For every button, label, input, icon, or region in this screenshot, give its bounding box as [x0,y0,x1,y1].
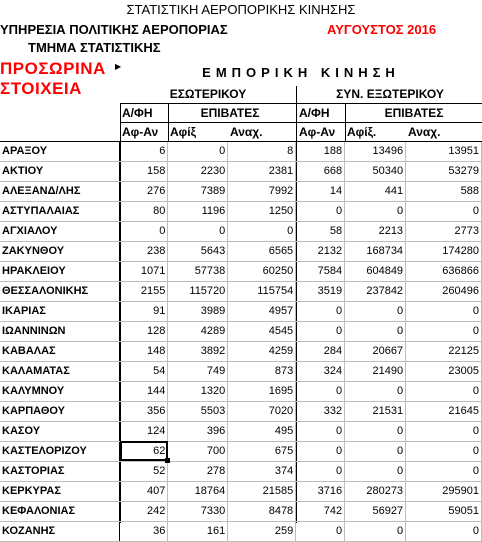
table-row [0,342,482,362]
intl-arrivals-cell[interactable]: 168734 [345,242,406,262]
intl-aircraft-cell[interactable]: 742 [296,502,345,522]
domestic-departures-cell[interactable]: 4545 [228,322,296,342]
domestic-arrivals-cell[interactable]: 396 [168,422,228,442]
domestic-departures-cell[interactable]: 0 [228,222,296,242]
intl-departures-cell[interactable]: 174280 [406,242,482,262]
domestic-departures-cell[interactable]: 2381 [228,162,296,182]
domestic-aircraft-cell[interactable]: 52 [120,462,168,482]
intl-departures-cell[interactable]: 13951 [406,142,482,162]
intl-aircraft-cell[interactable]: 284 [296,342,345,362]
table-row [0,142,482,162]
domestic-departures-cell[interactable]: 115754 [228,282,296,302]
domestic-departures-cell[interactable]: 6565 [228,242,296,262]
domestic-departures-cell[interactable]: 259 [228,522,296,542]
intl-arrivals-cell[interactable]: 0 [345,382,406,402]
domestic-passengers-header: ΕΠΙΒΑΤΕΣ [200,106,260,120]
intl-departures-cell[interactable]: 0 [406,522,482,542]
domestic-departures-cell[interactable]: 7992 [228,182,296,202]
domestic-aircraft-cell[interactable]: 91 [120,302,168,322]
airport-name-cell[interactable]: ΙΩΑΝΝΙΝΩΝ [0,322,120,342]
domestic-departures-cell[interactable]: 4259 [228,342,296,362]
intl-arrivals-cell[interactable]: 0 [345,522,406,542]
airport-name-cell[interactable]: ΘΕΣΣΑΛΟΝΙΚΗΣ [0,282,120,302]
intl-aircraft-cell[interactable]: 0 [296,322,345,342]
domestic-departures-cell[interactable]: 60250 [228,262,296,282]
airport-name-cell[interactable]: ΚΑΒΑΛΑΣ [0,342,120,362]
intl-aircraft-cell[interactable]: 0 [296,422,345,442]
table-row [0,162,482,182]
intl-departures-cell[interactable]: 23005 [406,362,482,382]
domestic-departures-cell[interactable]: 495 [228,422,296,442]
intl-aircraft-cell[interactable]: 332 [296,402,345,422]
intl-departures-cell[interactable]: 0 [406,422,482,442]
intl-arrivals-cell[interactable]: 0 [345,322,406,342]
intl-aircraft-cell[interactable]: 0 [296,382,345,402]
department-name: ΤΜΗΜΑ ΣΤΑΤΙΣΤΙΚΗΣ [28,40,161,55]
domestic-aircraft-cell[interactable]: 407 [120,482,168,502]
table-row [0,322,482,342]
intl-arrivals-cell[interactable]: 50340 [345,162,406,182]
intl-departures-cell[interactable]: 0 [406,322,482,342]
domestic-arrdep-header: Αφ-Αν [122,125,159,139]
column-divider [168,103,169,142]
intl-aircraft-cell[interactable]: 58 [296,222,345,242]
domestic-aircraft-cell[interactable]: 80 [120,202,168,222]
domestic-aircraft-cell[interactable]: 144 [120,382,168,402]
airport-name-cell[interactable]: ΚΑΣΤΟΡΙΑΣ [0,462,120,482]
airport-name-cell[interactable]: ΚΕΦΑΛΟΝΙΑΣ [0,502,120,522]
domestic-departures-cell[interactable]: 21585 [228,482,296,502]
intl-arrivals-header: Αφίξ. [347,125,377,139]
airport-name-cell[interactable]: ΚΑΛΑΜΑΤΑΣ [0,362,120,382]
airport-name-cell[interactable]: ΚΑΣΟΥ [0,422,120,442]
domestic-arrivals-cell[interactable]: 3989 [168,302,228,322]
domestic-departures-cell[interactable]: 1695 [228,382,296,402]
airport-name-cell[interactable]: ΑΛΕΞΑΝΔ/ΛΗΣ [0,182,120,202]
intl-arrivals-cell[interactable]: 0 [345,422,406,442]
airport-name-cell[interactable]: ΑΚΤΙΟΥ [0,162,120,182]
intl-aircraft-cell[interactable]: 324 [296,362,345,382]
domestic-departures-cell[interactable]: 873 [228,362,296,382]
intl-arrivals-cell[interactable]: 20667 [345,342,406,362]
domestic-departures-cell[interactable]: 8 [228,142,296,162]
intl-aircraft-cell[interactable]: 3519 [296,282,345,302]
report-title: ΣΤΑΤΙΣΤΙΚΗ ΑΕΡΟΠΟΡΙΚΗΣ ΚΙΝΗΣΗΣ [126,2,356,17]
table-row [0,202,482,222]
domestic-arrivals-cell[interactable]: 4289 [168,322,228,342]
comment-indicator-icon: ▶ [115,62,122,71]
table-row [0,502,482,522]
intl-departures-cell[interactable]: 260496 [406,282,482,302]
intl-arrivals-cell[interactable]: 0 [345,442,406,462]
airport-name-cell[interactable]: ΙΚΑΡΙΑΣ [0,302,120,322]
intl-departures-cell[interactable]: 0 [406,382,482,402]
intl-aircraft-cell[interactable]: 0 [296,302,345,322]
domestic-aircraft-cell[interactable]: 128 [120,322,168,342]
table-row [0,462,482,482]
intl-arrivals-cell[interactable]: 280273 [345,482,406,502]
selected-cell[interactable] [120,441,168,461]
table-row [0,302,482,322]
domestic-arrivals-cell[interactable]: 1196 [168,202,228,222]
intl-arrivals-cell[interactable]: 0 [345,302,406,322]
intl-departures-cell[interactable]: 588 [406,182,482,202]
airport-name-cell[interactable]: ΚΕΡΚΥΡΑΣ [0,482,120,502]
table-row [0,362,482,382]
intl-departures-cell[interactable]: 59051 [406,502,482,522]
domestic-aircraft-cell[interactable]: 124 [120,422,168,442]
intl-aircraft-cell[interactable]: 0 [296,442,345,462]
domestic-arrivals-cell[interactable]: 18764 [168,482,228,502]
intl-departures-cell[interactable]: 21645 [406,402,482,422]
fill-handle[interactable] [165,458,170,463]
table-row [0,222,482,242]
domestic-arrivals-cell[interactable]: 5503 [168,402,228,422]
intl-arrivals-cell[interactable]: 441 [345,182,406,202]
intl-departures-cell[interactable]: 0 [406,442,482,462]
domestic-arrivals-cell[interactable]: 0 [168,222,228,242]
domestic-aircraft-cell[interactable]: 1071 [120,262,168,282]
domestic-departures-cell[interactable]: 374 [228,462,296,482]
intl-departures-cell[interactable]: 53279 [406,162,482,182]
domestic-aircraft-cell[interactable]: 6 [120,142,168,162]
intl-passengers-header: ΕΠΙΒΑΤΕΣ [384,106,444,120]
table-row [0,402,482,422]
intl-aircraft-cell[interactable]: 3716 [296,482,345,502]
intl-arrivals-cell[interactable]: 0 [345,202,406,222]
intl-aircraft-cell[interactable]: 0 [296,202,345,222]
domestic-arrivals-cell[interactable]: 0 [168,142,228,162]
domestic-arrivals-cell[interactable]: 278 [168,462,228,482]
airport-name-cell[interactable]: ΚΟΖΑΝΗΣ [0,522,120,542]
table-row [0,282,482,302]
airport-name-cell[interactable]: ΚΑΣΤΕΛΟΡΙΖΟΥ [0,442,120,462]
intl-aircraft-cell[interactable]: 2132 [296,242,345,262]
domestic-arrivals-cell[interactable]: 5643 [168,242,228,262]
domestic-aircraft-header: Α/ΦΗ [122,106,153,120]
domestic-arrivals-cell[interactable]: 57738 [168,262,228,282]
domestic-departures-header: Αναχ. [230,125,263,139]
intl-arrivals-cell[interactable]: 237842 [345,282,406,302]
airport-name-cell[interactable]: ΚΑΛΥΜΝΟΥ [0,382,120,402]
domestic-aircraft-cell[interactable]: 356 [120,402,168,422]
domestic-aircraft-cell[interactable]: 148 [120,342,168,362]
table-row [0,442,482,462]
domestic-arrivals-cell[interactable]: 7330 [168,502,228,522]
table-row [0,182,482,202]
domestic-arrivals-cell[interactable]: 749 [168,362,228,382]
intl-aircraft-cell[interactable]: 7584 [296,262,345,282]
table-row [0,262,482,282]
header-divider [120,103,482,104]
domestic-arrivals-cell[interactable]: 161 [168,522,228,542]
airport-name-cell[interactable]: ΖΑΚΥΝΘΟΥ [0,242,120,262]
intl-aircraft-cell[interactable]: 14 [296,182,345,202]
intl-departures-cell[interactable]: 0 [406,462,482,482]
domestic-aircraft-cell[interactable]: 276 [120,182,168,202]
section-title: ΕΜΠΟΡΙΚΗ ΚΙΝΗΣΗ [202,65,400,80]
domestic-aircraft-cell[interactable]: 0 [120,222,168,242]
intl-aircraft-cell[interactable]: 0 [296,462,345,482]
domestic-arrivals-cell[interactable]: 2230 [168,162,228,182]
domestic-departures-cell[interactable]: 8478 [228,502,296,522]
domestic-arrivals-cell[interactable]: 3892 [168,342,228,362]
intl-aircraft-cell[interactable]: 668 [296,162,345,182]
intl-departures-header: Αναχ. [408,125,441,139]
intl-departures-cell[interactable]: 295901 [406,482,482,502]
intl-arrivals-cell[interactable]: 604849 [345,262,406,282]
table-row [0,242,482,262]
intl-departures-cell[interactable]: 22125 [406,342,482,362]
intl-departures-cell[interactable]: 0 [406,202,482,222]
domestic-aircraft-cell[interactable]: 238 [120,242,168,262]
domestic-aircraft-cell[interactable]: 54 [120,362,168,382]
table-row [0,482,482,502]
domestic-arrivals-cell[interactable]: 7389 [168,182,228,202]
header-divider [120,122,482,123]
intl-arrdep-header: Αφ-Αν [299,125,336,139]
intl-aircraft-cell[interactable]: 0 [296,522,345,542]
service-name: ΥΠΗΡΕΣΙΑ ΠΟΛΙΤΙΚΗΣ ΑΕΡΟΠΟΡΙΑΣ [0,22,228,37]
intl-arrivals-cell[interactable]: 2213 [345,222,406,242]
domestic-departures-cell[interactable]: 1250 [228,202,296,222]
domestic-departures-cell[interactable]: 675 [228,442,296,462]
domestic-departures-cell[interactable]: 4957 [228,302,296,322]
intl-arrivals-cell[interactable]: 0 [345,462,406,482]
domestic-arrivals-header: Αφίξ [170,125,196,139]
column-divider [345,103,346,142]
domestic-aircraft-cell[interactable]: 158 [120,162,168,182]
intl-departures-cell[interactable]: 0 [406,302,482,322]
airport-name-cell[interactable]: ΗΡΑΚΛΕΙΟΥ [0,262,120,282]
domestic-aircraft-cell[interactable]: 36 [120,522,168,542]
domestic-header: ΕΣΩΤΕΡΙΚΟΥ [169,87,247,101]
report-month: ΑΥΓΟΥΣΤΟΣ 2016 [327,22,437,37]
domestic-aircraft-cell[interactable]: 2155 [120,282,168,302]
domestic-arrivals-cell[interactable]: 1320 [168,382,228,402]
airport-name-cell[interactable]: ΑΓΧΙΑΛΟΥ [0,222,120,242]
intl-header: ΣΥΝ. ΕΞΩΤΕΡΙΚΟΥ [336,87,444,101]
intl-departures-cell[interactable]: 636866 [406,262,482,282]
intl-arrivals-cell[interactable]: 56927 [345,502,406,522]
intl-aircraft-cell[interactable]: 188 [296,142,345,162]
table-row [0,382,482,402]
domestic-departures-cell[interactable]: 7020 [228,402,296,422]
airport-traffic-table [0,142,482,542]
intl-aircraft-header: Α/ΦΗ [299,106,330,120]
provisional-label-line1: ΠΡΟΣΩΡΙΝΑ [0,59,106,78]
intl-arrivals-cell[interactable]: 13496 [345,142,406,162]
domestic-arrivals-cell[interactable]: 115720 [168,282,228,302]
table-row [0,422,482,442]
domestic-aircraft-cell[interactable]: 62 [120,442,168,462]
domestic-aircraft-cell[interactable]: 242 [120,502,168,522]
intl-arrivals-cell[interactable]: 21531 [345,402,406,422]
intl-departures-cell[interactable]: 2773 [406,222,482,242]
provisional-label-line2: ΣΤΟΙΧΕΙΑ [0,79,82,98]
airport-name-cell[interactable]: ΑΡΑΞΟΥ [0,142,120,162]
airport-name-cell[interactable]: ΚΑΡΠΑΘΟΥ [0,402,120,422]
airport-name-cell[interactable]: ΑΣΤΥΠΑΛΑΙΑΣ [0,202,120,222]
domestic-arrivals-cell[interactable]: 700 [168,442,228,462]
intl-arrivals-cell[interactable]: 21490 [345,362,406,382]
table-row [0,522,482,542]
